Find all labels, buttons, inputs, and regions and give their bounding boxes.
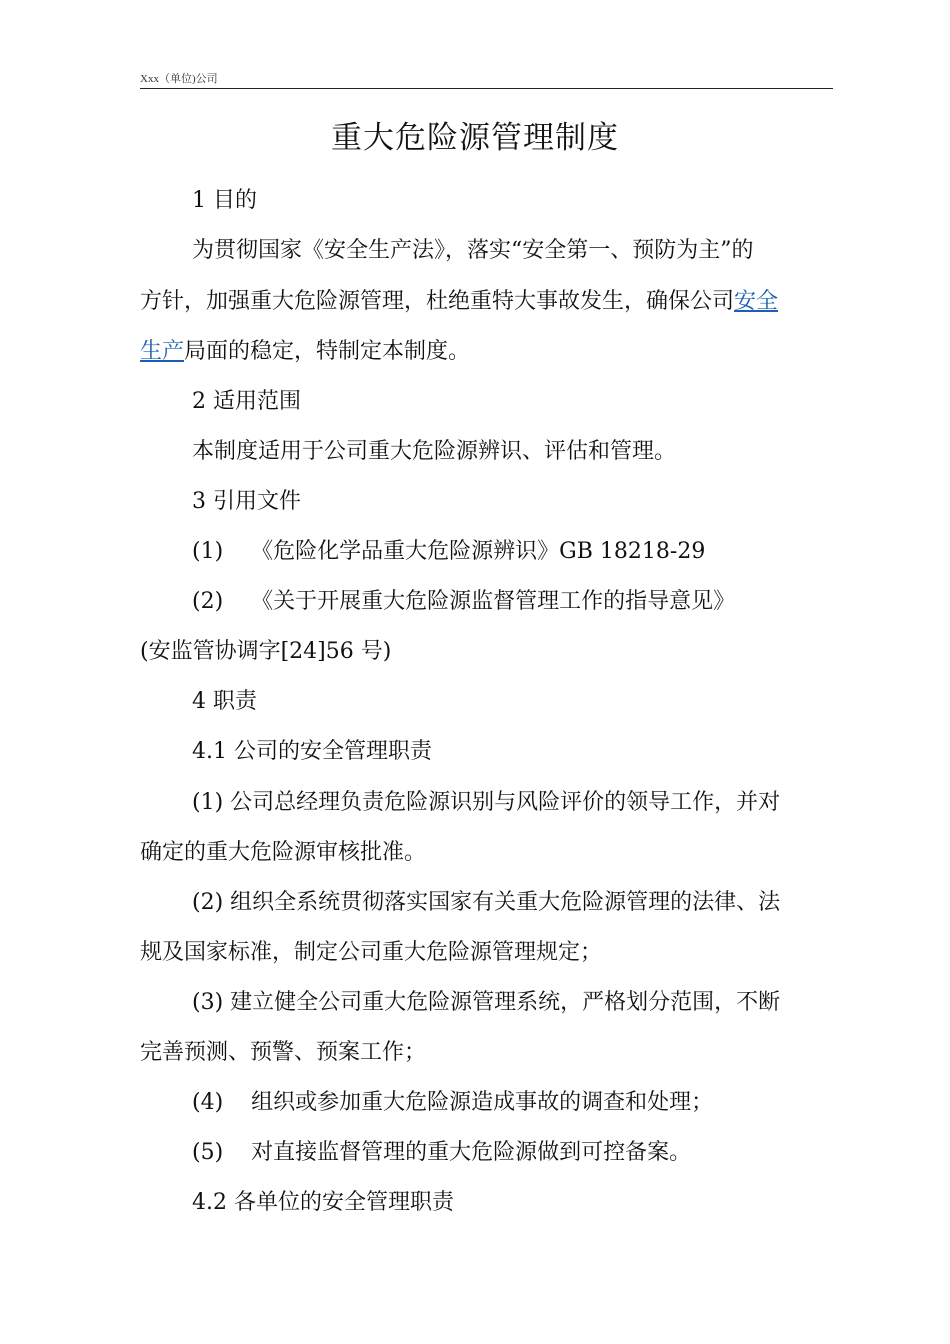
duty-4-number: (4) [192, 1090, 224, 1115]
section-4-heading: 4 职责 [192, 689, 257, 714]
scope-text: 本制度适用于公司重大危险源辨识、评估和管理。 [192, 439, 677, 464]
company-name: Xxx（单位)公司 [140, 73, 218, 85]
duty-5-number: (5) [192, 1140, 224, 1165]
duty-4-text: 组织或参加重大危险源造成事故的调查和处理； [251, 1090, 714, 1115]
duty-1-line-2: 确定的重大危险源审核批准。 [140, 840, 427, 865]
duty-3-line-1: (3) 建立健全公司重大危险源管理系统，严格划分范围，不断 [192, 990, 781, 1015]
purpose-line-3-text: 局面的稳定，特制定本制度。 [184, 339, 471, 364]
page-header [140, 72, 833, 89]
purpose-line-1: 为贯彻国家《安全生产法》，落实“安全第一、预防为主”的 [192, 238, 754, 263]
duty-2-line-2: 规及国家标准，制定公司重大危险源管理规定； [140, 940, 603, 965]
duty-3-line-2: 完善预测、预警、预案工作； [140, 1040, 427, 1065]
reference-2-number: (2) [192, 589, 224, 614]
reference-2 [192, 587, 735, 617]
purpose-line-3 [140, 337, 470, 367]
reference-1-text: 《危险化学品重大危险源辨识》GB 18218-29 [251, 539, 706, 564]
reference-2-text: 《关于开展重大危险源监督管理工作的指导意见》 [251, 589, 736, 614]
section-2-heading: 2 适用范围 [192, 389, 301, 414]
subsection-4-1-heading: 4.1 公司的安全管理职责 [192, 739, 432, 764]
duty-5-text: 对直接监督管理的重大危险源做到可控备案。 [251, 1140, 692, 1165]
subsection-4-2-heading: 4.2 各单位的安全管理职责 [192, 1190, 454, 1215]
purpose-line-2 [140, 287, 778, 317]
document-title: 重大危险源管理制度 [331, 120, 619, 156]
section-3-heading: 3 引用文件 [192, 489, 301, 514]
safety-production-link-cont[interactable]: 生产 [140, 339, 185, 364]
reference-1-number: (1) [192, 539, 224, 564]
purpose-line-2-text: 方针，加强重大危险源管理，杜绝重特大事故发生，确保公司 [140, 289, 735, 314]
duty-1-line-1: (1) 公司总经理负责危险源识别与风险评价的领导工作，并对 [192, 790, 781, 815]
duty-2-line-1: (2) 组织全系统贯彻落实国家有关重大危险源管理的法律、法 [192, 890, 781, 915]
reference-1 [192, 537, 705, 567]
duty-4 [192, 1088, 713, 1118]
reference-2-continuation: (安监管协调字[24]56 号) [140, 639, 392, 664]
section-1-heading: 1 目的 [192, 188, 257, 213]
safety-production-link[interactable]: 安全 [734, 289, 779, 314]
duty-5 [192, 1138, 691, 1168]
